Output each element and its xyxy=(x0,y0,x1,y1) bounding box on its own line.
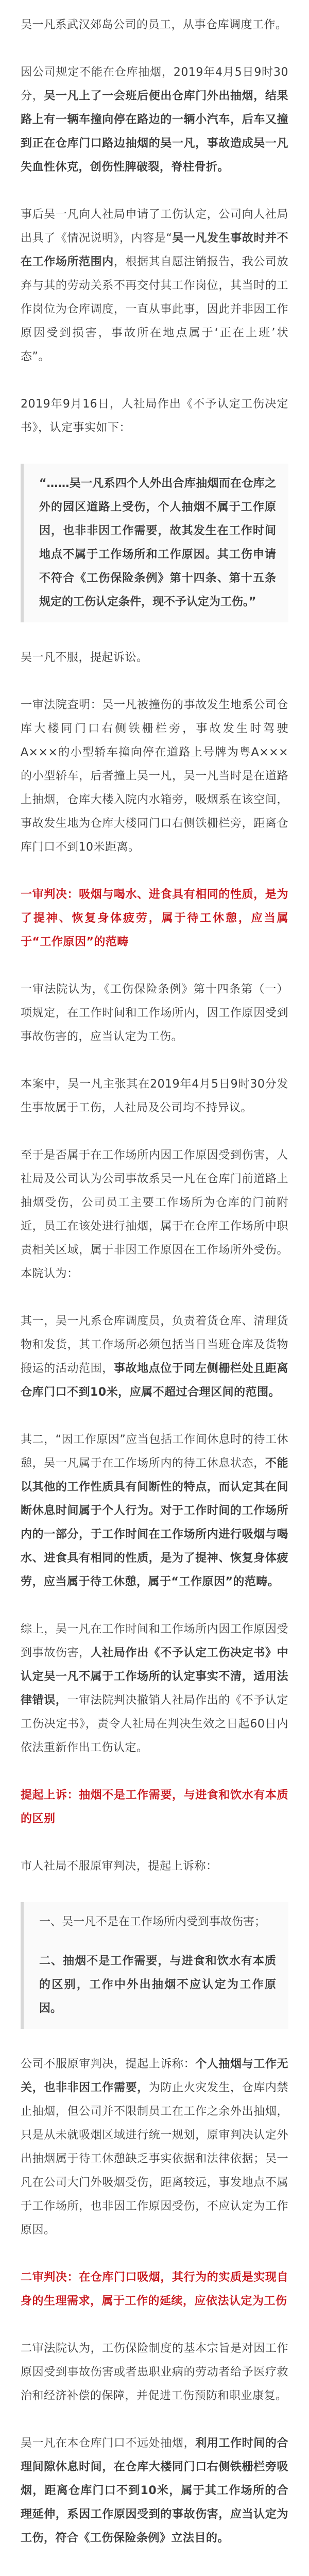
section-heading: 提起上诉：抽烟不是工作需要，与进食和饮水有本质的区别 xyxy=(21,1789,288,1825)
appeal-quote xyxy=(21,1902,288,2029)
text: 一审法院判决撤销人社局作出的《不予认定工伤决定书》，责令人社局在判决生效之日起60日内依法重新作出工伤认定。 xyxy=(21,1694,288,1754)
text: 本案中，吴一凡主张其在2019年4月5日9时30分发生事故属于工伤，人社局及公司均不持异议。 xyxy=(21,1078,288,1114)
facts-paragraph xyxy=(21,61,288,179)
highlighted-text: 吴一凡发生事故时并不在工作场所范围内 xyxy=(21,232,288,268)
text: 为防止火灾发生，仓库内禁止抽烟，但公司并不限制员工在工作之余外出抽烟，只是从未就吸烟区域进行统一规划，原审判决认定外出抽烟属于待工休憩缺乏事实依据和法律依据；吴一凡在公司大门外吸烟受伤，距离较远，事发地点不属于工作场所，也非因工作原因受伤，不应认定为工作原因。 xyxy=(21,2081,288,2236)
company-appeal-paragraph xyxy=(21,2053,288,2242)
text: 吴一凡系武汉郊岛公司的员工，从事仓库调度工作。 xyxy=(21,19,287,31)
company-statement-paragraph xyxy=(21,203,288,369)
appeal-intro-paragraph xyxy=(21,1855,288,1878)
intro-paragraph xyxy=(21,13,288,37)
section-heading: 二审判决：在仓库门口吸烟，其行为的实质是实现自身的生理需求，属于工作的延续，应依法认定为工伤 xyxy=(21,2271,288,2308)
second-instance-opinion-paragraph xyxy=(21,2337,288,2408)
first-instance-findings-paragraph xyxy=(21,693,288,859)
text: ，根据其自愿注销报告，我公司放弃与其的劳动关系不再交付其工作岗位，其当时的工作岗位为仓库调度，一直从事此事，因此并非因工作原因受到损害，事故所在地点属于‘正在上班’状态”。 xyxy=(21,256,288,363)
quote-text: “……吴一凡系四个人外出合库抽烟而在仓库之外的园区道路上受伤，个人抽烟不属于工作原因，也非非因工作需要，故其发生在工作时间地点不属于工作场所和工作原因。其工伤申请不符合《工伤保险条例》第十四条、第十五条规定的工伤认定条件，现不予认定为工伤。” xyxy=(39,477,276,608)
text: 市人社局不服原审判决，提起上诉称： xyxy=(21,1860,218,1873)
highlighted-text: 吴一凡上了一会班后便出仓库门外出抽烟，结果路上有一辆车撞向停在路边的一辆小汽车，后车又撞到正在仓库门口路边抽烟的吴一凡，事故造成吴一凡失血性休克，创伤性脾破裂，脊柱骨折。 xyxy=(21,90,288,174)
text: 吴一凡不服，提起诉讼。 xyxy=(21,651,148,664)
text: 2019年9月16日，人社局作出《不予认定工伤决定书》，认定事实如下： xyxy=(21,398,288,434)
decision-intro-paragraph xyxy=(21,393,288,440)
decision-quote xyxy=(21,464,288,622)
text: 一审法院查明：吴一凡被撞伤的事故发生地系公司仓库大楼同门口右侧铁栅栏旁，事故发生时驾驶A×××的小型轿车撞向停在道路上号牌为粤A×××的小型轿车，后者撞上吴一凡，吴一凡当时是在道路上抽烟，仓库大楼入院内水箱旁，吸烟系在该空间，事故发生地为仓库大楼同门口右侧铁栅栏旁，距离仓库门口不到10米距离。 xyxy=(21,699,288,854)
highlighted-text: 利用工作时间的合理间隙休息时间，在仓库大楼同门口右侧铁栅栏旁吸烟，距离仓库门口不到10米，属于其工作场所的合理延伸，系因工作原因受到的事故伤害，应当认定为工伤，符合《工伤保险条例》立法目的。 xyxy=(21,2437,288,2545)
reason-two-paragraph xyxy=(21,1428,288,1594)
second-instance-reasoning-paragraph xyxy=(21,2432,288,2550)
text: 吴一凡在本仓库门口不远处抽烟， xyxy=(21,2437,196,2450)
text: 因公司规定不能在仓库抽烟，2019年4月5日9时30分， xyxy=(21,66,288,103)
first-instance-conclusion-paragraph xyxy=(21,1618,288,1760)
text: 公司不服原审判决，提起上诉称： xyxy=(21,2058,196,2071)
highlighted-text: 不能以其他的工作性质具有间断性的特点，而认定其在间断休息时间属于个人行为。对于工作时间的工作场所内的一部分，于工作时间在工作场所内进行吸烟与喝水、进食具有相同的性质，是为了提神、恢复身体疲劳，应当属于待工休憩，属于“工作原因”的范畴。 xyxy=(21,1457,288,1588)
section-heading: 一审判决：吸烟与喝水、进食具有相同的性质，是为了提神、恢复身体疲劳，属于待工休憩，应当属于“工作原因”的范畴 xyxy=(21,888,288,948)
text: 其二，“因工作原因”应当包括工作间休息时的待工休憩，吴一凡属于在工作场所内的待工休息状态， xyxy=(21,1433,288,1470)
highlighted-text: 事故地点位于同左侧栅栏处且距离仓库门口不到10米，应属不超过合理区间的范围。 xyxy=(21,1362,288,1399)
appeal-heading xyxy=(21,1784,288,1831)
appeal-point-two: 二、抽烟不是工作需要，与进食和饮水有本质的区别，工作中外出抽烟不应认定为工作原因。 xyxy=(39,1955,276,2015)
highlighted-text: 人社局作出《不予认定工伤决定书》中认定吴一凡不属于工作场所的认定事实不清，适用法律错误， xyxy=(21,1647,288,1707)
text: 至于是否属于在工作场所内因工作原因受到伤害，人社局及公司认为公司事故系吴一凡在仓库门前道路上抽烟受伤，公司员工主要工作场所为仓库的门前附近，员工在该处进行抽烟，属于在仓库工作场所中职责相关区域，属于非因工作原因在工作场所外受伤。本院认为： xyxy=(21,1149,288,1280)
evidence-paragraph xyxy=(21,2574,288,2576)
text: 其一，吴一凡系仓库调度员，负责着货仓库、清理货物和发货，其工作场所必须包括当日当班仓库及货物搬运的活动范围， xyxy=(21,1315,288,1375)
text: 综上，吴一凡在工作时间和工作场所内因工作原因受到事故伤害， xyxy=(21,1623,288,1659)
case-paragraph xyxy=(21,1073,288,1120)
lawsuit-paragraph xyxy=(21,646,288,670)
appeal-point-one: 一、吴一凡不是在工作场所内受到事故伤害； xyxy=(39,1916,266,1928)
text: 事后吴一凡向人社局申请了工伤认定，公司向人社局出具了《情况说明》，内容是“ xyxy=(21,208,288,245)
first-instance-opinion-paragraph xyxy=(21,978,288,1049)
second-instance-heading xyxy=(21,2266,288,2313)
workplace-paragraph xyxy=(21,1144,288,1286)
highlighted-text: 个人抽烟与工作无关，也非非因工作需要， xyxy=(21,2058,288,2094)
text: 一审法院认为，《工伤保险条例》第十四条第（一）项规定，在工作时间和工作场所内，因工作原因受到事故伤害的，应当认定为工伤。 xyxy=(21,983,288,1043)
reason-one-paragraph xyxy=(21,1310,288,1404)
text: 二审法院认为，工伤保险制度的基本宗旨是对因工作原因受到事故伤害或者患职业病的劳动者给予医疗救治和经济补偿的保障，并促进工伤预防和职业康复。 xyxy=(21,2342,288,2402)
first-instance-heading xyxy=(21,883,288,954)
